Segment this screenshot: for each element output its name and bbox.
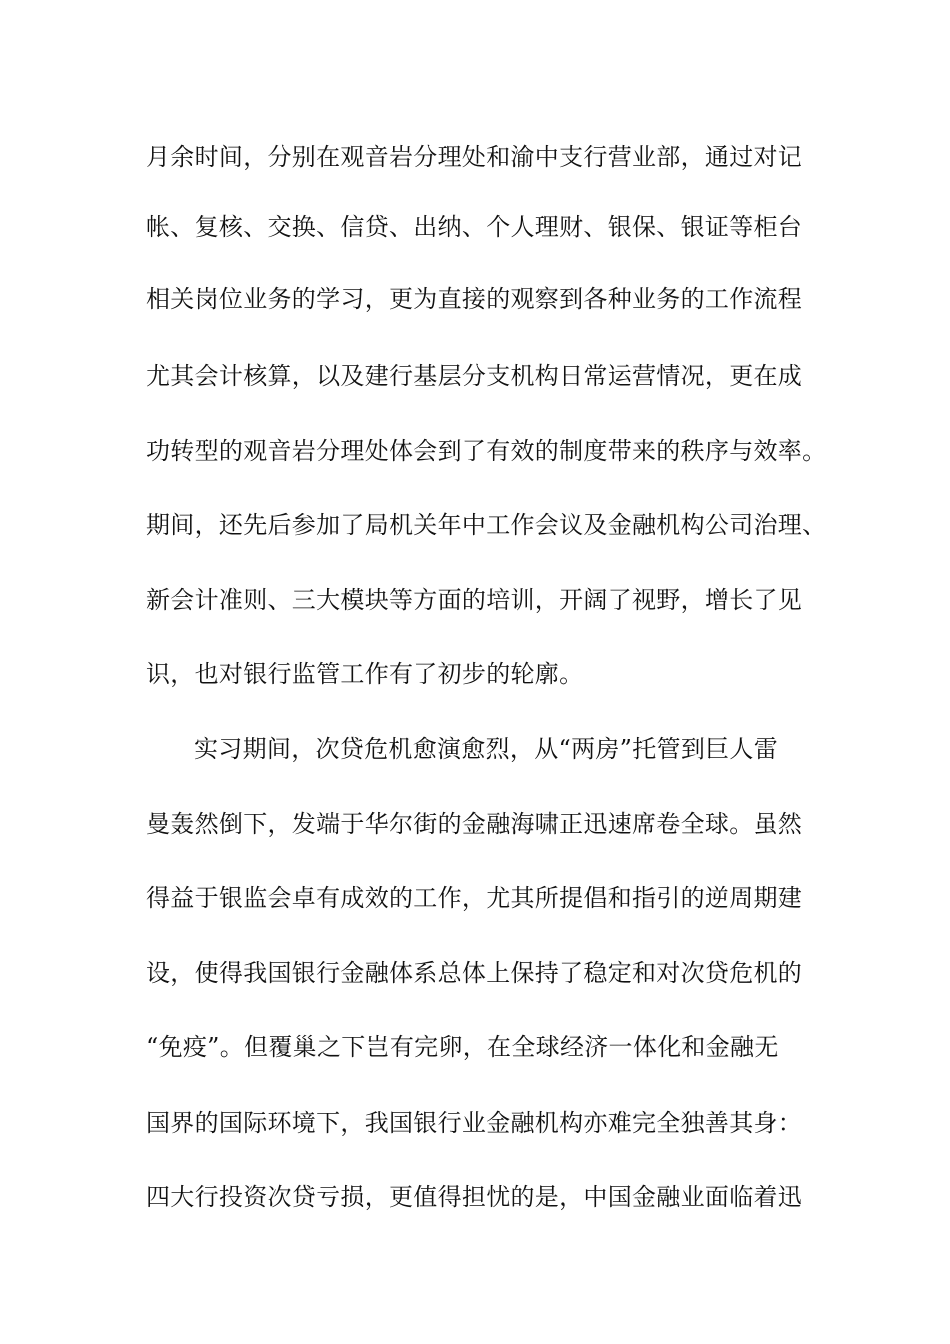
- text-line: 月余时间，分别在观音岩分理处和渝中支行营业部，通过对记: [146, 143, 803, 171]
- text-line: 相关岗位业务的学习，更为直接的观察到各种业务的工作流程: [146, 285, 803, 313]
- text-line: 帐、复核、交换、信贷、出纳、个人理财、银保、银证等柜台: [146, 213, 803, 241]
- text-line: 设，使得我国银行金融体系总体上保持了稳定和对次贷危机的: [146, 959, 803, 987]
- text-line: 四大行投资次贷亏损，更值得担忧的是，中国金融业面临着迅: [146, 1183, 803, 1211]
- text-line: 国界的国际环境下，我国银行业金融机构亦难完全独善其身：: [146, 1109, 803, 1137]
- text-line: 期间，还先后参加了局机关年中工作会议及金融机构公司治理、: [146, 511, 827, 539]
- text-line: 得益于银监会卓有成效的工作，尤其所提倡和指引的逆周期建: [146, 884, 803, 912]
- text-line: 尤其会计核算，以及建行基层分支机构日常运营情况，更在成: [146, 362, 803, 390]
- text-line: “免疫”。但覆巢之下岂有完卵，在全球经济一体化和金融无: [146, 1033, 779, 1061]
- paragraph-first-line: 实习期间，次贷危机愈演愈烈，从“两房”托管到巨人雷: [194, 735, 779, 763]
- text-line: 功转型的观音岩分理处体会到了有效的制度带来的秩序与效率。: [146, 437, 827, 465]
- text-line: 曼轰然倒下，发端于华尔街的金融海啸正迅速席卷全球。虽然: [146, 810, 803, 838]
- text-line: 识，也对银行监管工作有了初步的轮廓。: [146, 660, 584, 688]
- text-line: 新会计准则、三大模块等方面的培训，开阔了视野，增长了见: [146, 586, 803, 614]
